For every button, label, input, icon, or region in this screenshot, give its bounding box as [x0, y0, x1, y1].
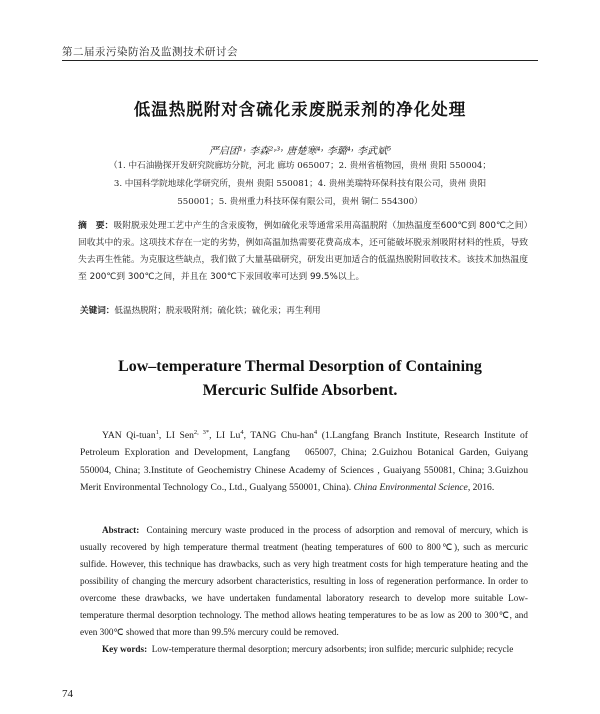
- chinese-title: 低温热脱附对含硫化汞废脱汞剂的净化处理: [133, 100, 467, 119]
- author-name: , LI Lu: [209, 430, 241, 442]
- english-abstract-text: Containing mercury waste produced in the process of adsorption and removal of mercury, which is usually recovered by high temperature thermal treatment (heating temperatures of 600 to 800℃), such as mercuric sulfide. However, this technique has drawbacks, such as very high treatment costs for high temperature heating and the possibility of changing the mercury adsorbent characteristics, resulting in loss of regeneration performance. In order to overcome these drawbacks, we have undertaken fundamental laboratory research to develop more suitable Low-temperature thermal desorption technology. The method allows heating temperatures to be as low as 200 to 300℃, and even 300℃ showed that more than 99.5% mercury could be removed.: [80, 525, 528, 637]
- english-authors-affiliations: YAN Qi-tuan$^1$, LI Sen$^{2, 3*}$, LI Lu$^4$, TANG Chu-han$^4$ (1.Langfang Branch Institute, Research Institute of Petroleum Exploration and Development, Langfang 065007, China; 2.Guizhou Botanical Garden, Guiyang 550004, China; 3.Institute of Geochemistry Chinese Academy of Sciences , Guaiyang 550081, China; 3.Guizhou Merit Environmental Technology Co., Ltd., Gualyang 550001, China). China Environmental Science, 2016.: [80, 429, 528, 493]
- author-name: , LI Sen: [158, 430, 194, 442]
- journal-name: China Environmental Science: [353, 481, 468, 493]
- affiliation-line: 3. 中国科学院地球化学研究所，贵州 贵阳 550081；4. 贵州美瑞特环保科技有限公司，贵州 贵阳: [113, 179, 487, 189]
- chinese-affiliations: [78, 157, 522, 211]
- chinese-keywords-label: 关键词：: [80, 306, 115, 316]
- chinese-abstract-label: 摘 要：: [78, 221, 114, 231]
- chinese-abstract: [78, 218, 528, 286]
- author-name: YAN Qi-tuan: [102, 430, 156, 442]
- chinese-authors: 严启团¹˒ 李森²˒³˒ 唐楚寒⁴˒ 李璐⁴˒ 李武斌⁵: [208, 146, 392, 157]
- chinese-abstract-text: 吸附脱汞处理工艺中产生的含汞废物，例如硫化汞等通常采用高温脱附（加热温度至600℃到 800℃之间）回收其中的汞。这项技术存在一定的劣势，例如高温加热需要花费高成本，还可能破坏脱汞剂吸附材料的性质，导致失去再生性能。为克服这些缺点，我们做了大量基础研究，研发出更加适合的低温热脱附回收技术。该技术加热温度至 200℃到 300℃之间，并且在 300℃下汞回收率可达到 99.5%以上。: [78, 221, 528, 282]
- chinese-keywords: [80, 304, 528, 316]
- chinese-keywords-text: 低温热脱附；脱汞吸附剂；硫化铁；硫化汞；再生利用: [114, 306, 321, 316]
- affiliation-line: 550001；5. 贵州重力科技环保有限公司，贵州 铜仁 554300）: [177, 197, 423, 207]
- english-keywords: [80, 641, 528, 658]
- journal-year: , 2016.: [467, 481, 495, 493]
- author-name: , TANG Chu-han: [243, 430, 314, 442]
- english-title-line1: Low–temperature Thermal Desorption of Containing: [118, 358, 482, 375]
- english-keywords-text: Low-temperature thermal desorption; mercury adsorbents; iron sulfide; mercuric sulphide; recycle: [151, 644, 514, 654]
- header-text: 第二届汞污染防治及监测技术研讨会: [62, 46, 238, 58]
- running-header: [62, 44, 538, 61]
- english-title-line2: Mercuric Sulfide Absorbent.: [202, 382, 398, 399]
- affiliation-text: (1.Langfang Branch Institute, Research Institute of Petroleum Exploration and Development, Langfang 065007, China; 2.Guizhou Botanical Garden, Guiyang 550004, China; 3.Institute of Geochemistry Chinese Academy of Sciences , Guaiyang 550081, China; 3.Guizhou Merit Environmental Technology Co., Ltd., Gualyang 550001, China).: [80, 430, 528, 493]
- page-number: 74: [62, 688, 73, 700]
- english-abstract: [80, 522, 528, 658]
- english-abstract-label: Abstract:: [102, 525, 140, 535]
- english-keywords-label: Key words:: [102, 644, 148, 654]
- affiliation-line: （1. 中石油勘探开发研究院廊坊分院，河北 廊坊 065007；2. 贵州省植物园，贵州 贵阳 550004；: [109, 161, 491, 171]
